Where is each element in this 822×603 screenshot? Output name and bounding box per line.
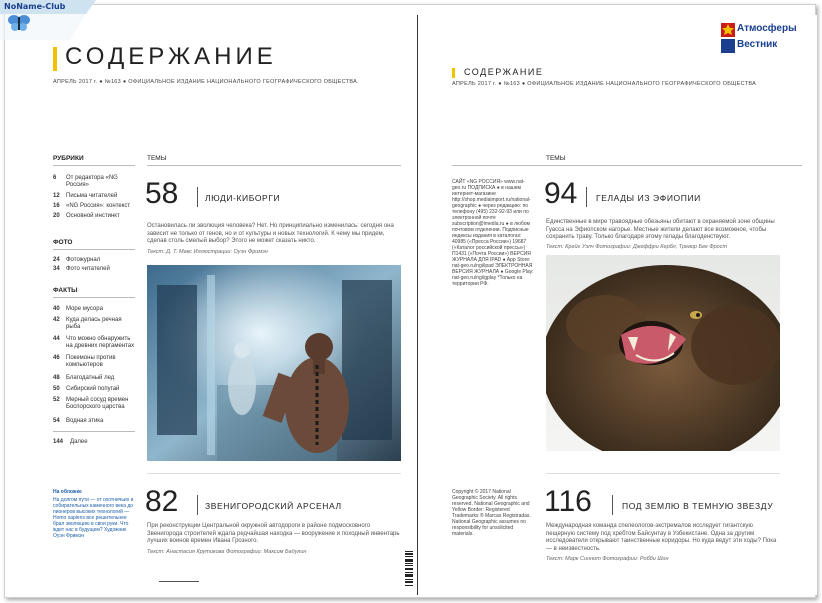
divider	[53, 165, 135, 166]
toc-page-number: 48	[53, 375, 60, 381]
toc-item-label: Письма читателей	[66, 193, 118, 199]
toc-item-label: Основной инстинкт	[66, 213, 120, 219]
article-summary: Единственные в мире травоядные обезьяны обитают в охраняемой зоне общины Гуасса на Эфиопском нагорье. Местные жители делают все возможное, чтобы сохранить траву. Только благодаря этому гелады благоденствуют.	[546, 219, 775, 240]
toc-item-label: От редактора «NG Россия»	[66, 175, 118, 188]
toc-item-label: Фотожурнал	[66, 257, 101, 263]
toc-item[interactable]	[53, 418, 136, 425]
toc-page-number: 34	[53, 266, 60, 272]
toc-page-number: 44	[53, 336, 60, 342]
divider	[546, 473, 780, 474]
magazine-spread	[4, 4, 816, 598]
toc-item-label: Что можно обнаружить на древних пергаментах	[66, 336, 135, 349]
toc-page-number: 24	[53, 257, 60, 263]
gelada-photo	[546, 255, 780, 451]
divider	[147, 165, 401, 166]
brand-line-1: Атмосферы	[737, 23, 797, 34]
article-page-number: 94	[544, 177, 578, 210]
article-summary: Международная команда спелеологов-экстремалов исследует гигантскую пещерную систему под хребтом Байсунтау в Узбекистане. Одна за другим исследователи открывают таинственные коридоры. Но куда ведут эти ходы? Пока — в неизвестность.	[546, 523, 777, 552]
article-headline[interactable]: ПОД ЗЕМЛЮ В ТЕМНУЮ ЗВЕЗДУ	[622, 501, 774, 511]
article-page-number: 58	[145, 177, 179, 210]
divider	[53, 297, 135, 298]
toc-item-label: Сибирский попугай	[66, 386, 120, 392]
toc-item-label: «NG Россия»: контекст	[66, 203, 131, 209]
toc-page-number: 16	[53, 203, 60, 209]
subscription-info: САЙТ «NG РОССИЯ» www.nat-geo.ru ПОДПИСКА ● в нашем интернет-магазине http://shop.mediaimport.ru/national-geographic ● через редакцию: по телефону (495) 232-92-93 или по электронной почте subscription@imedia.ru ● в любом почтовом отделении. Подписные индексы издания в каталогах: 40985 («Пресса России») 19687 («Каталог российской прессы») П1431 («Почта России») ВЕРСИЯ ЖУРНАЛА ДЛЯ IPAD ● App Store: nat-geo.ru/ngi/ipad ЭЛЕКТРОННАЯ ВЕРСИЯ ЖУРНАЛА ● Google Play: nat-geo.ru/ngi/gplay *Только на территории РФ.	[452, 179, 534, 287]
toc-item[interactable]	[53, 397, 136, 411]
toc-page-number: 42	[53, 317, 60, 323]
butterfly-icon	[8, 14, 30, 37]
toc-page-number: 12	[53, 193, 60, 199]
cover-description: На долгом пути — от охотничьих и собирательных каменного века до пионеров высоких технологий — Homo sapiens все решительнее брал эволюцию в свои руки. Что ждет нас в будущем? Художник Оуэн Фримэн	[53, 497, 134, 539]
copyright-notice: Copyright © 2017 National Geographic Society. All rights reserved. National Geographic and Yellow Border: Registered Trademarks ® Marcas Registradas. National Geographic assumes no responsibility for unsolicited materials.	[452, 489, 531, 537]
toc-item[interactable]	[53, 375, 136, 382]
article-credit: Текст: Анастасия Крутикова Фотографии: Максим Бадулин	[147, 549, 307, 555]
toc-item-label: Покемоны против компьютеров	[66, 355, 116, 368]
divider	[612, 495, 613, 515]
barcode-icon	[405, 551, 413, 592]
toc-item[interactable]	[53, 266, 136, 273]
toc-page-number: 20	[53, 213, 60, 219]
cyborg-illustration	[147, 265, 401, 461]
rubrics-label: РУБРИКИ	[53, 155, 84, 162]
divider	[53, 249, 135, 250]
toc-item-label: Фото читателей	[66, 266, 110, 272]
page-title: СОДЕРЖАНИЕ	[464, 67, 544, 77]
toc-item[interactable]	[53, 439, 140, 446]
right-page	[417, 15, 817, 595]
divider	[197, 495, 198, 515]
toc-page-number: 40	[53, 306, 60, 312]
article-summary: При реконструкции Центральной окружной автодороги в районе подмосковного Звенигорода строителей ждала редчайшая находка — вооружение и походный инвентарь лучших воинов времен Ивана Грозного.	[147, 523, 400, 544]
toc-page-number: 144	[53, 439, 64, 445]
toc-item-label: Море мусора	[66, 306, 103, 312]
toc-item[interactable]	[53, 203, 136, 210]
toc-page-number: 46	[53, 355, 60, 361]
print-mark	[159, 581, 199, 582]
watermark	[0, 0, 96, 40]
toc-item-label: Благодатный лед	[66, 375, 115, 381]
cover-label: На обложке	[53, 489, 82, 495]
toc-item-label: Водная этика	[66, 418, 104, 424]
title-accent-bar	[452, 68, 455, 78]
toc-item-label: Далее	[70, 439, 88, 445]
article-credit: Текст: Марк Синнот Фотографии: Робби Шон	[546, 556, 669, 562]
toc-page-number: 6	[53, 175, 57, 181]
divider	[452, 165, 802, 166]
photo-label: ФОТО	[53, 239, 73, 246]
divider	[197, 187, 198, 207]
article-credit: Текст: Д. Т. Макс Иллюстрации: Оуэн Фримэн	[147, 249, 268, 255]
toc-item[interactable]	[53, 317, 136, 331]
toc-item[interactable]	[53, 336, 136, 350]
toc-page-number: 52	[53, 397, 60, 403]
article-headline[interactable]: ЗВЕНИГОРОДСКИЙ АРСЕНАЛ	[205, 501, 342, 511]
article-page-number: 116	[544, 485, 592, 518]
toc-item[interactable]	[53, 213, 136, 220]
left-page	[19, 15, 415, 595]
toc-item-label: Куда делась речная рыба	[66, 317, 122, 330]
article-headline[interactable]: ГЕЛАДЫ ИЗ ЭФИОПИИ	[596, 193, 701, 203]
divider	[147, 473, 401, 474]
toc-item[interactable]	[53, 386, 136, 393]
article-credit: Текст: Крейг Уэлч Фотографии: Джеффри Кербл, Тревор Бек Фрост	[546, 244, 728, 250]
toc-page-number: 50	[53, 386, 60, 392]
article-page-number: 82	[145, 485, 179, 518]
brand-logo	[721, 21, 813, 55]
issue-subline: АПРЕЛЬ 2017 г. ● №163 ● ОФИЦИАЛЬНОЕ ИЗДАНИЕ НАЦИОНАЛЬНОГО ГЕОГРАФИЧЕСКОГО ОБЩЕСТВА	[53, 79, 358, 85]
toc-item[interactable]	[53, 306, 136, 313]
toc-item[interactable]	[53, 175, 136, 189]
title-accent-bar	[53, 47, 57, 71]
facts-label: ФАКТЫ	[53, 287, 78, 294]
divider	[53, 431, 135, 432]
toc-item[interactable]	[53, 257, 136, 264]
page-title: СОДЕРЖАНИЕ	[65, 43, 277, 70]
divider	[586, 187, 587, 207]
watermark-text: NoName-Club	[4, 2, 66, 11]
article-headline[interactable]: ЛЮДИ-КИБОРГИ	[205, 193, 281, 203]
themes-label: ТЕМЫ	[147, 155, 167, 162]
toc-page-number: 54	[53, 418, 60, 424]
article-summary: Остановилась ли эволюция человека? Нет. Но принципиально изменилась: сегодня она зависит не только от генов, но и от культуры и новых технологий. К чему мы придем, сделав столь смелый выбор? Этого не может сказать никто.	[147, 223, 394, 244]
brand-line-2: Вестник	[737, 39, 778, 50]
themes-label: ТЕМЫ	[546, 155, 566, 162]
toc-item-label: Мерный сосуд времен Боспорского царства	[66, 397, 129, 410]
toc-item[interactable]	[53, 193, 136, 200]
toc-item[interactable]	[53, 355, 136, 369]
issue-subline: АПРЕЛЬ 2017 г. ● №163 ● ОФИЦИАЛЬНОЕ ИЗДАНИЕ НАЦИОНАЛЬНОГО ГЕОГРАФИЧЕСКОГО ОБЩЕСТВА	[452, 81, 757, 87]
